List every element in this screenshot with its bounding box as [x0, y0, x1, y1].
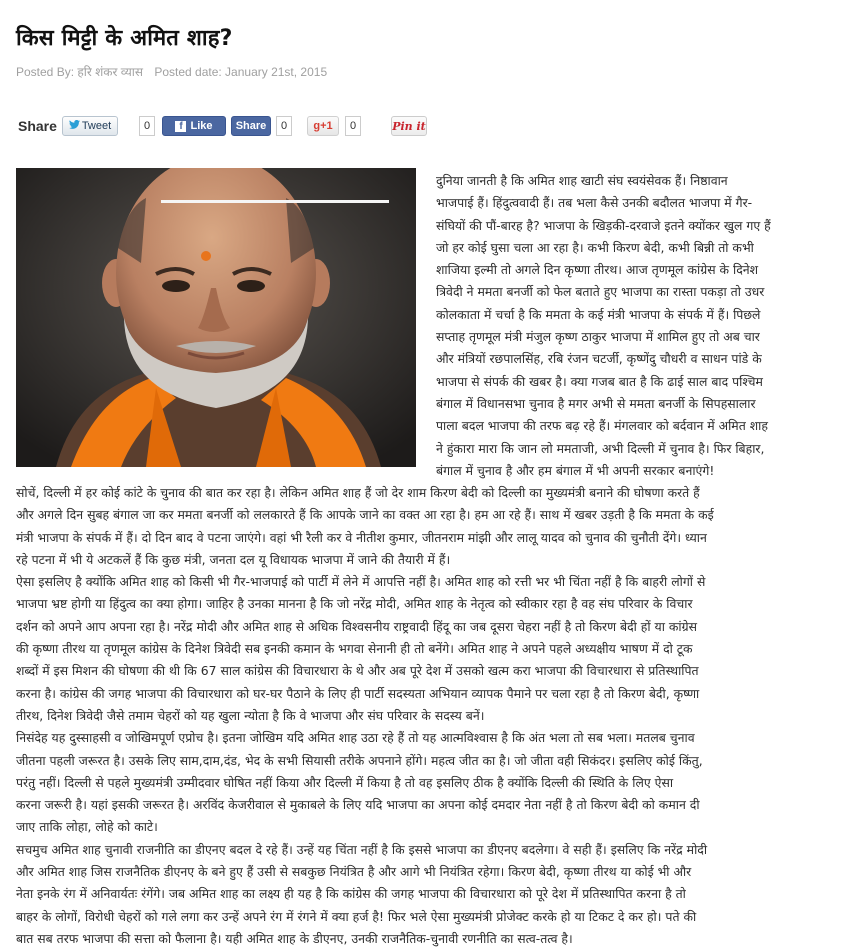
google-plus-button[interactable]: g+1 [307, 116, 339, 136]
article-paragraphs: सोचें, दिल्ली में हर कोई कांटे के चुनाव की बात कर रहा है। लेकिन अमित शाह हैं जो देर शाम किरण बेदी को दिल्ली का मुख्यमंत्री बनाने की घोषणा करते हैं और अगले दिन सुबह बंगाल जा कर ममता बनर्जी को ललकारते हैं कि आपके जाने का वक्त आ रहा है। हम आ रहे हैं। साथ में खबर उड़ती है कि ममता के कई मंत्री भाजपा के संपर्क में हैं। दो दिन बाद वे पटना जाएंगे। वहां भी रैली कर वे नीतीश कुमार, जीतनराम मांझी और लालू यादव को चुनाव की चुनौती देंगे। ध्यान रहे पटना में भी ये अटकलें हैं कि कुछ मंत्री, जनता दल यू विधायक भाजपा में जाने की तैयारी में हैं। ऐसा इसलिए है क्योंकि अमित शाह को किसी भी गैर-भाजपाई को पार्टी में लेने में आपत्ति नहीं है। अमित शाह को रत्ती भर भी चिंता नहीं है कि बाहरी लोगों से भाजपा भ्रष्ट होगी या हिंदुत्व का क्या होगा। जाहिर है उनका मानना है कि जो नरेंद्र मोदी, अमित शाह के नेतृत्व को स्वीकार रहा है वह संघ परिवार के विचार दर्शन को अपने आप अपना रहा है। नरेंद्र मोदी और अमित शाह से अधिक विश्वसनीय राष्ट्रवादी हिंदू का जब दूसरा चेहरा नहीं है तो किरण बेदी हों या कांग्रेस की कृष्णा तीरथ या तृणमूल कांग्रेस के दिनेश त्रिवेदी सब इनकी कमान के भगवा सेनानी ही तो बनेंगे। अमित शाह ने अपने पहले अध्यक्षीय भाषण में दो टूक शब्दों में इस मिशन की घोषणा की थी कि 67 साल कांग्रेस की विचारधारा के थे और अब पूरे देश में उसको खत्म करा भाजपा की विचारधारा से प्रतिस्थापित करना है। कांग्रेस की जगह भाजपा की विचारधारा को घर-घर पैठाने के लिए ही पार्टी सदस्यता अभियान व्यापक पैमाने पर चला रहा है तो किरण बेदी, कृष्णा तीरथ, दिनेश त्रिवेदी जैसे तमाम चेहरों को यह खुला न्योता है कि वे भाजपा और संघ परिवार के सदस्य बनें। निसंदेह यह दुस्साहसी व जोखिमपूर्ण एप्रोच है। इतना जोखिम यदि अमित शाह उठा रहे हैं तो यह आत्मविश्वास है कि अंत भला तो सब भला। मतलब चुनाव जीतना पहली जरूरत है। उसके लिए साम,दाम,दंड, भेद के सभी सियासी तरीके अपनाने होंगे। महत्व जीत का है। जो जीता वही सिकंदर। इसलिए कोई किंतु, परंतु नहीं। दिल्ली से पहले मुख्यमंत्री उम्मीदवार घोषित नहीं किया और दिल्ली में किया है तो वह इसलिए ठीक है क्योंकि दिल्ली की स्थिति के लिए ऐसा करना जरूरी है। यहां इसकी जरूरत है। अरविंद केजरीवाल से मुकाबले के लिए यदि भाजपा का अपना कोई दमदार नेता नहीं है तो किरण बेदी को कमान दी जाए ताकि लोहा, लोहे को काटे। सचमुच अमित शाह चुनावी राजनीति का डीएनए बदल दे रहे हैं। उन्हें यह चिंता नहीं है कि इससे भाजपा का डीएनए बदलेगा। वे सही हैं। इसलिए कि नरेंद्र मोदी और अमित शाह जिस राजनैतिक डीएनए के बने हुए हैं उसी से सबकुछ नियंत्रित है और आगे भी नियंत्रित रहेगा। किरण बेदी, कृष्णा तीरथ या कोई भी और नेता इनके रंग में अनिवार्यतः रंगेंगे। जब अमित शाह का लक्ष्य ही यह है कि कांग्रेस की जगह भाजपा की विचारधारा को पूरे देश में प्रतिस्थापित करना है तो बाहर के लोगों, विरोधी चेहरों को गले लगा कर उन्हें अपने रंग में रंगने में क्या हर्ज है! फिर भले ऐसा मुख्यमंत्री प्रोजेक्ट करके हो या टिकट दे कर हो। पते की बात सब तरफ भाजपा की सत्ता को फैलाना है। यही अमित शाह के डीएनए, उनकी राजनैतिक-चुनावी रणनीति का सत्व-तत्व है। [16, 485, 714, 946]
share-label: Share [18, 118, 57, 134]
facebook-f-icon: f [175, 121, 186, 132]
pinterest-pin-button[interactable]: Pin it [391, 116, 427, 136]
facebook-share-button[interactable]: Share [231, 116, 271, 136]
post-title: किस मिट्टी के अमित शाह? [16, 26, 233, 51]
facebook-count: 0 [276, 116, 292, 136]
post-author: Posted By: हरि शंकर व्यास [16, 65, 143, 79]
article-paragraph-intro: दुनिया जानती है कि अमित शाह खाटी संघ स्वयंसेवक हैं। निष्ठावान भाजपाई हैं। हिंदुत्ववादी हैं। तब भला कैसे उनकी बदौलत भाजपा में गैर- संघियों की पौं-बारह है? भाजपा के खिड़की-दरवाजे इतने क्योंकर खुल गए हैं जो हर कोई घुसा चला आ रहा है। कभी किरण बेदी, कभी बिन्नी तो कभी शाजिया इल्मी तो अगले दिन कृष्णा तीरथ। आज तृणमूल कांग्रेस के दिनेश त्रिवेदी ने ममता बनर्जी को फेल बताते हुए भाजपा का रास्ता पकड़ा तो उधर कोलकाता में चर्चा है कि ममता के कई मंत्री भाजपा के संपर्क में हैं। पिछले सप्ताह तृणमूल मंत्री मंजुल कृष्ण ठाकुर भाजपा में शामिल हुए तो अब चार और मंत्रियों रछपालसिंह, रबि रंजन चटर्जी, कृष्णेंदु चौधरी व साधन पांडे के भाजपा से संपर्क की खबर है। क्या गजब बात है कि ढाई साल बाद पश्चिम बंगाल में विधानसभा चुनाव है मगर अभी से ममता बनर्जी के सिपहसालार पाला बदल भाजपा की तरफ बढ़ रहे हैं। मंगलवार को बर्दवान में अमित शाह ने हुंकारा मारा कि जान लो ममताजी, अभी दिल्ली में चुनाव है। फिर बिहार, बंगाल में चुनाव है और हम बंगाल में भी अपनी सरकार बनाएंगे! [436, 173, 771, 478]
tweet-count: 0 [139, 116, 155, 136]
like-label: Like [190, 120, 213, 132]
tweet-label: Tweet [81, 120, 112, 132]
post-date: Posted date: January 21st, 2015 [154, 65, 328, 79]
google-plus-count: 0 [345, 116, 361, 136]
